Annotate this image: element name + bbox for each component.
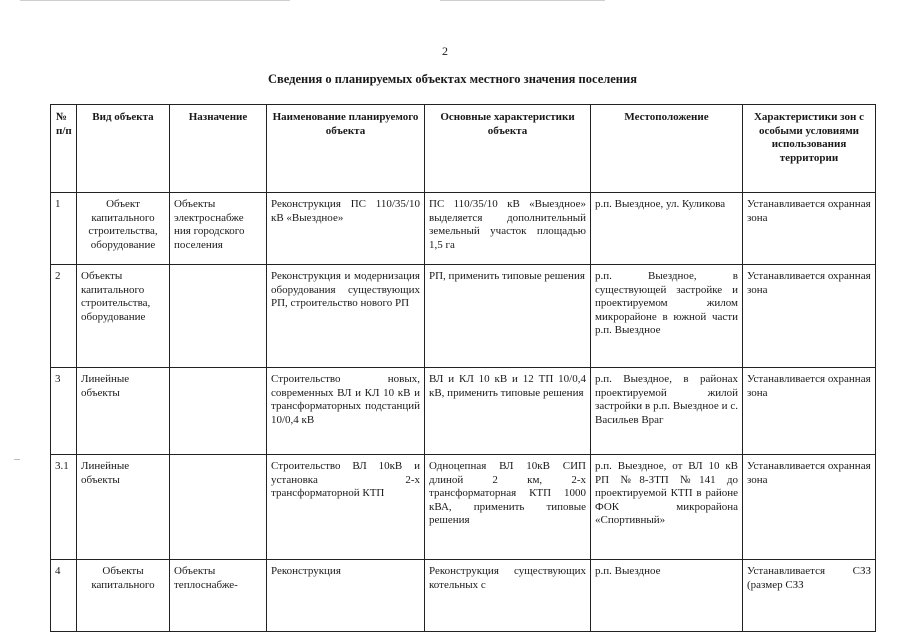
cell-zone: Устанавливается охранная зона — [743, 455, 876, 560]
cell-characteristics: ВЛ и КЛ 10 кВ и 12 ТП 10/0,4 кВ, применить типовые решения — [425, 368, 591, 455]
cell-num: 4 — [51, 560, 77, 632]
cell-object-name: Строительство ВЛ 10кВ и установка 2-х трансформаторной КТП — [267, 455, 425, 560]
cell-characteristics: ПС 110/35/10 кВ «Выездное» выделяется дополнительный земельный участок площадью 1,5 га — [425, 193, 591, 265]
header-num: № п/п — [51, 105, 77, 193]
cell-object-type: Объекты капитального строительства, оборудование — [77, 265, 170, 368]
cell-location: р.п. Выездное, в районах проектируемой жилой застройки в р.п. Выездное и с. Васильев Враг — [591, 368, 743, 455]
scan-edge-mark — [20, 0, 290, 1]
table-header-row — [51, 105, 876, 193]
cell-object-name: Реконструкция и модернизация оборудования существующих РП, строительство нового РП — [267, 265, 425, 368]
cell-object-type: Объекты капитального — [77, 560, 170, 632]
cell-purpose: Объекты теплоснабже- — [170, 560, 267, 632]
cell-zone: Устанавливается охранная зона — [743, 265, 876, 368]
header-characteristics: Основные характеристики объекта — [425, 105, 591, 193]
header-object-name: Наименование планируемого объекта — [267, 105, 425, 193]
scan-edge-mark — [440, 0, 605, 1]
header-location: Местоположение — [591, 105, 743, 193]
cell-purpose: Объекты электроснабже ния городского поселения — [170, 193, 267, 265]
table-row — [51, 560, 876, 632]
cell-location: р.п. Выездное, в существующей застройке и проектируемом жилом микрорайоне в южной части р.п. Выездное — [591, 265, 743, 368]
header-object-type: Вид объекта — [77, 105, 170, 193]
table-row — [51, 368, 876, 455]
cell-num: 3 — [51, 368, 77, 455]
cell-location: р.п. Выездное, от ВЛ 10 кВ РП №8-ЗТП №141 до проектируемой КТП в районе ФОК микрорайона «Спортивный» — [591, 455, 743, 560]
cell-characteristics: Реконструкция существующих котельных с — [425, 560, 591, 632]
table-row — [51, 265, 876, 368]
page-title: Сведения о планируемых объектах местного значения поселения — [268, 72, 637, 86]
cell-num: 1 — [51, 193, 77, 265]
cell-zone: Устанавливается охранная зона — [743, 368, 876, 455]
planned-objects-table — [50, 104, 876, 632]
cell-zone: Устанавливается охранная зона — [743, 193, 876, 265]
cell-characteristics: РП, применить типовые решения — [425, 265, 591, 368]
cell-object-type: Линейные объекты — [77, 368, 170, 455]
cell-purpose-continued — [170, 368, 267, 455]
header-zone-characteristics: Характеристики зон с особыми условиями использования территории — [743, 105, 876, 193]
header-purpose: Назначение — [170, 105, 267, 193]
cell-location: р.п. Выездное, ул. Куликова — [591, 193, 743, 265]
cell-num: 3.1 — [51, 455, 77, 560]
cell-object-type: Линейные объекты — [77, 455, 170, 560]
cell-num: 2 — [51, 265, 77, 368]
table-row — [51, 455, 876, 560]
cell-object-type: Объект капитального строительства, оборудование — [77, 193, 170, 265]
cell-location: р.п. Выездное — [591, 560, 743, 632]
cell-purpose-continued — [170, 265, 267, 368]
page-number: 2 — [442, 44, 448, 58]
cell-object-name: Реконструкция ПС 110/35/10 кВ «Выездное» — [267, 193, 425, 265]
cell-characteristics: Одноцепная ВЛ 10кВ СИП длиной 2 км, 2-х трансформаторная КТП 1000 кВА, применить типовые решения — [425, 455, 591, 560]
cell-object-name: Реконструкция — [267, 560, 425, 632]
cell-purpose-continued — [170, 455, 267, 560]
cell-zone: Устанавливается СЗЗ (размер СЗЗ — [743, 560, 876, 632]
table-row — [51, 193, 876, 265]
cell-object-name: Строительство новых, современных ВЛ и КЛ 10 кВ и трансформаторных подстанций 10/0,4 кВ — [267, 368, 425, 455]
scan-artifact — [14, 459, 20, 460]
